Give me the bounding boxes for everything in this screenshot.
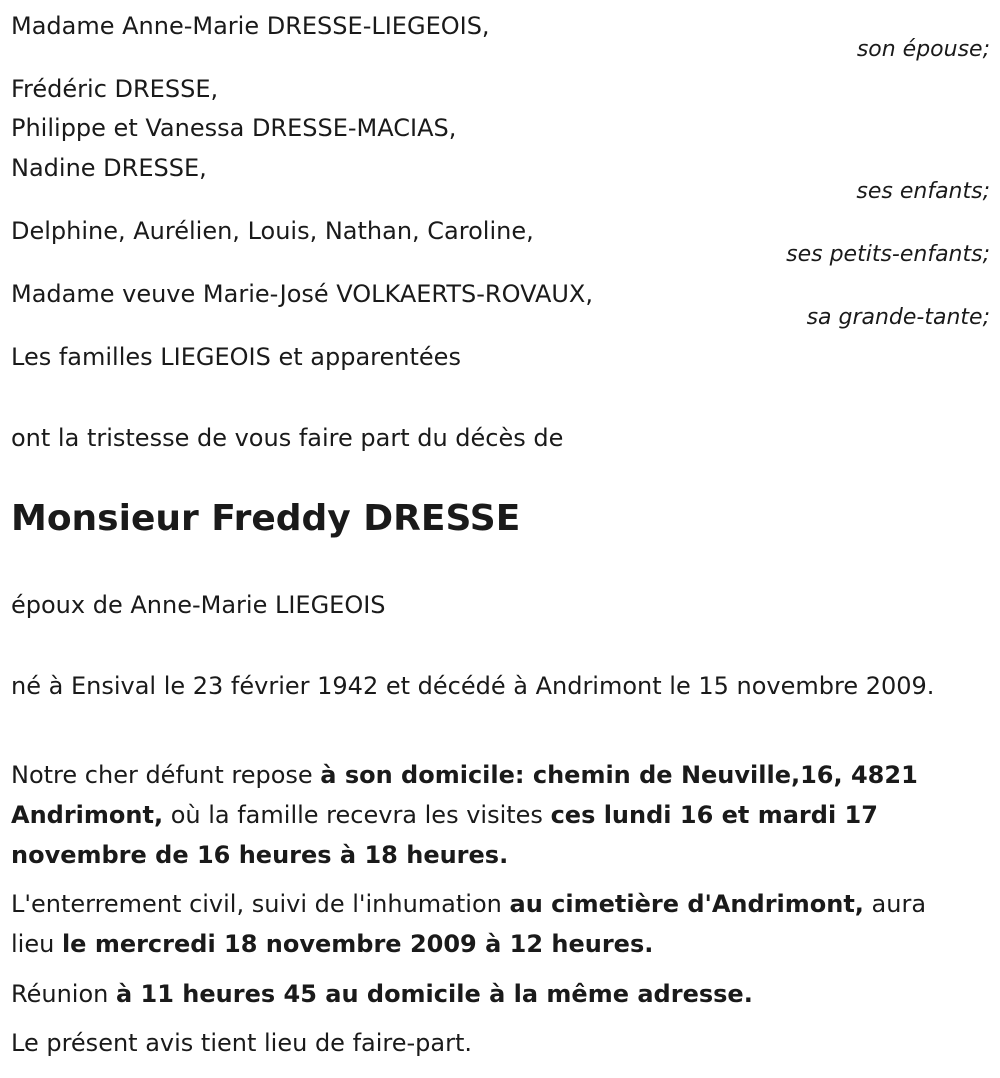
- deceased-name: Monsieur Freddy DRESSE: [11, 498, 521, 539]
- spouse-role: son épouse;: [856, 37, 990, 62]
- great-aunt-name: Madame veuve Marie-José VOLKAERTS-ROVAUX,: [11, 280, 593, 308]
- repose-address: à son domicile: chemin de Neuville,16, 4821 Andrimont,: [11, 761, 918, 829]
- burial-text-2: aura lieu: [11, 890, 927, 958]
- burial-text-1: L'enterrement civil, suivi de l'inhumation: [11, 890, 510, 918]
- burial-date: le mercredi 18 novembre 2009 à 12 heures.: [61, 930, 654, 958]
- great-aunt-role: sa grande-tante;: [806, 305, 990, 330]
- repose-text-1: Notre cher défunt repose: [11, 761, 321, 789]
- birth-death-paragraph: né à Ensival le 23 février 1942 et décédé à Andrimont le 15 novembre 2009.: [11, 672, 935, 700]
- families-line: Les familles LIEGEOIS et apparentées: [11, 343, 461, 371]
- announcement-intro: ont la tristesse de vous faire part du décès de: [11, 424, 564, 452]
- notice-line: Le présent avis tient lieu de faire-part.: [11, 1029, 473, 1057]
- visit-times: ces lundi 16 et mardi 17 novembre de 16 heures à 18 heures.: [11, 801, 878, 869]
- repose-paragraph: [11, 755, 971, 875]
- child-name-3: Nadine DRESSE,: [11, 154, 207, 182]
- child-name-1: Frédéric DRESSE,: [11, 75, 219, 103]
- repose-text-2: où la famille recevra les visites: [163, 801, 551, 829]
- burial-place: au cimetière d'Andrimont,: [509, 890, 864, 918]
- spouse-of-line: époux de Anne-Marie LIEGEOIS: [11, 591, 386, 619]
- meeting-details: à 11 heures 45 au domicile à la même adresse.: [115, 980, 753, 1008]
- grandchildren-names: Delphine, Aurélien, Louis, Nathan, Caroline,: [11, 217, 534, 245]
- meeting-paragraph: [11, 974, 971, 1014]
- burial-paragraph: [11, 884, 971, 964]
- spouse-name: Madame Anne-Marie DRESSE-LIEGEOIS,: [11, 12, 490, 40]
- child-name-2: Philippe et Vanessa DRESSE-MACIAS,: [11, 114, 457, 142]
- meeting-text: Réunion: [11, 980, 116, 1008]
- grandchildren-role: ses petits-enfants;: [786, 242, 990, 267]
- children-role: ses enfants;: [856, 179, 990, 204]
